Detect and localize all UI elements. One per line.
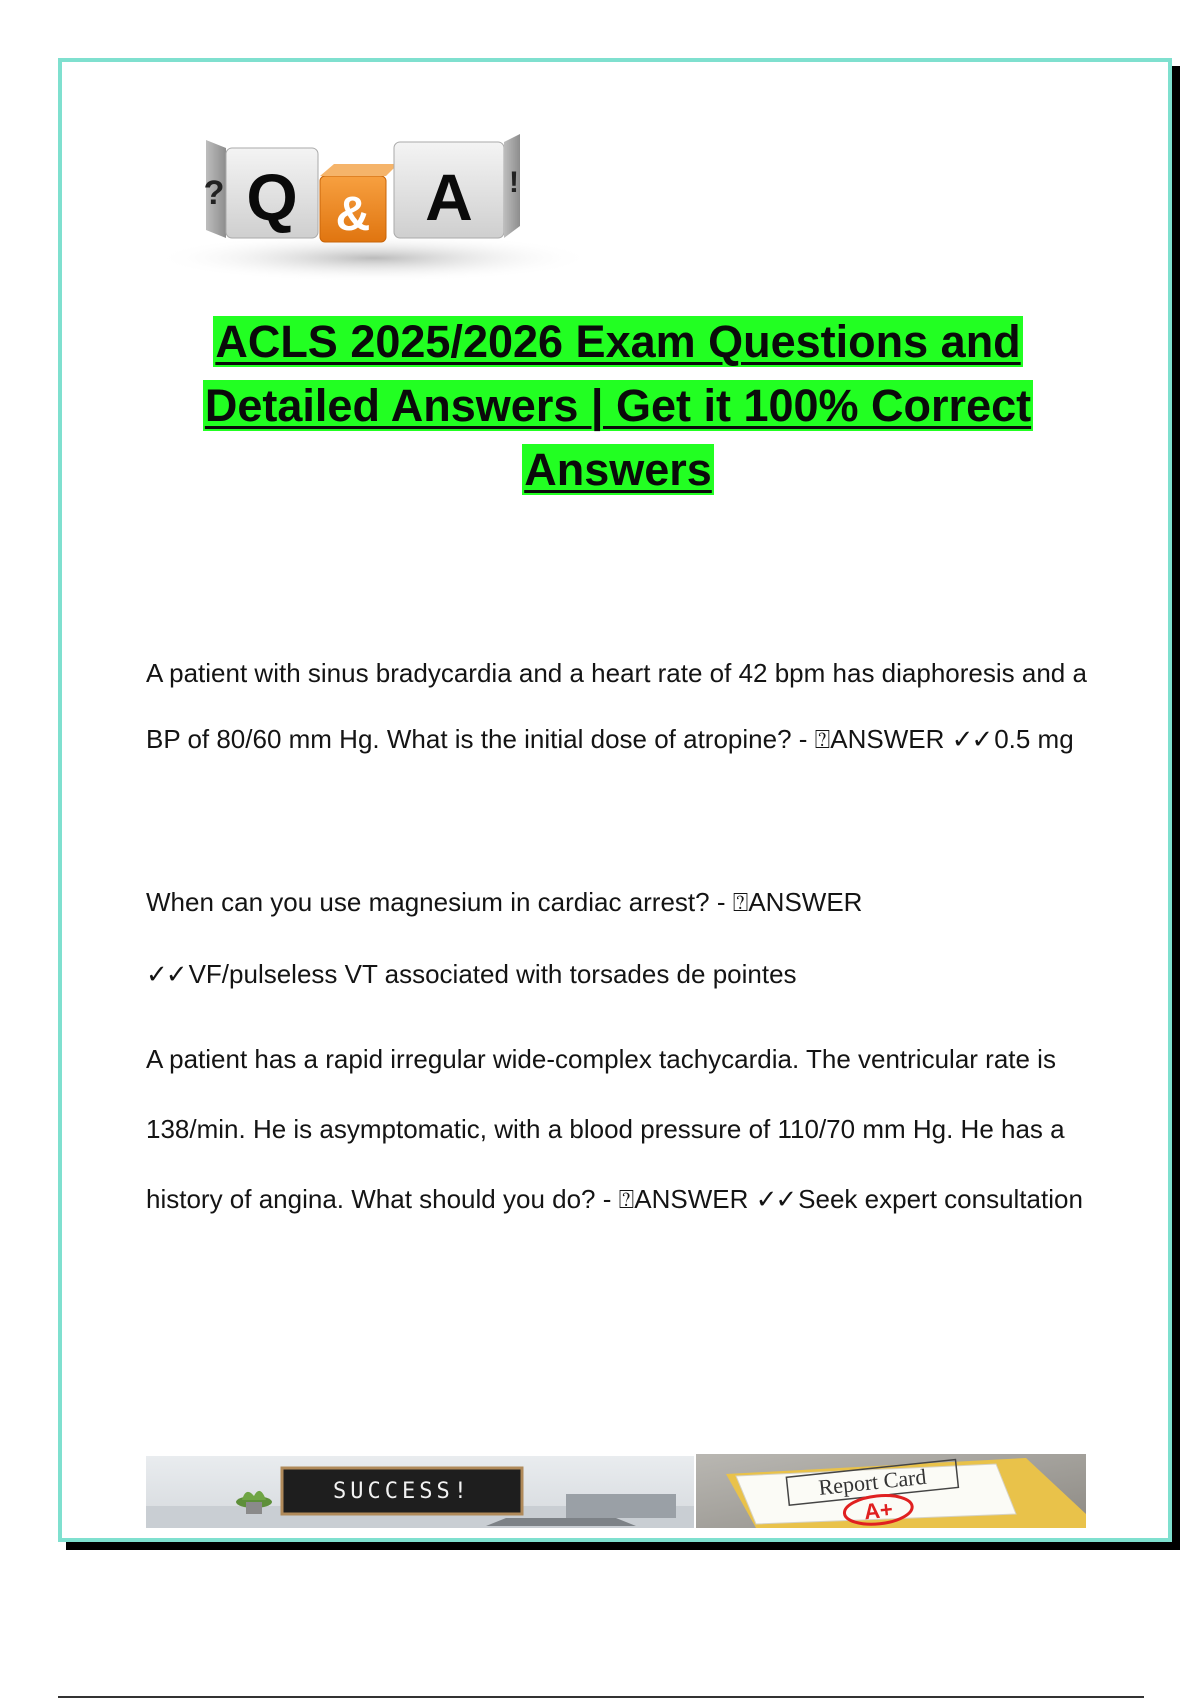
check-icon-1: ✓✓ xyxy=(951,724,992,754)
answer-1: 0.5 mg xyxy=(994,724,1074,754)
qa-dice-logo xyxy=(144,80,604,290)
grade-text: A+ xyxy=(862,1496,894,1525)
answer-2: VF/pulseless VT associated with torsades de pointes xyxy=(188,959,797,989)
answer-prefix-3: - ⍰ANSWER xyxy=(602,1184,749,1214)
logo-letter-q: Q xyxy=(246,160,298,234)
qa-item-3 xyxy=(146,1024,1106,1234)
answer-prefix-2: - ⍰ANSWER xyxy=(716,887,863,917)
success-banner-image xyxy=(146,1456,694,1528)
logo-question-mark: ? xyxy=(203,174,225,212)
a-cube xyxy=(394,134,520,238)
report-card-text: Report Card xyxy=(817,1463,928,1500)
answer-3: Seek expert consultation xyxy=(798,1184,1083,1214)
check-icon-3: ✓✓ xyxy=(755,1184,796,1214)
check-icon-2: ✓✓ xyxy=(146,959,186,989)
qa-item-1 xyxy=(146,640,1106,772)
success-text: SUCCESS! xyxy=(333,1479,471,1504)
logo-letter-a: A xyxy=(425,160,473,234)
document-title-text: ACLS 2025/2026 Exam Questions and Detailed Answers | Get it 100% Correct Answers xyxy=(204,316,1032,495)
document-title xyxy=(150,310,1086,502)
qa-item-2 xyxy=(146,866,1106,1010)
report-card-image xyxy=(696,1454,1086,1528)
page-bottom-rule xyxy=(58,1696,1144,1698)
question-1: A patient with sinus bradycardia and a heart rate of 42 bpm has diaphoresis and a BP of 80/60 mm Hg. What is the initial dose of atropine? xyxy=(146,658,1087,754)
answer-prefix-1: - ⍰ANSWER xyxy=(798,724,945,754)
q-cube xyxy=(204,140,318,238)
logo-exclamation: ! xyxy=(509,166,519,199)
question-2: When can you use magnesium in cardiac arrest? xyxy=(146,887,710,917)
logo-ampersand: & xyxy=(335,188,371,241)
question-3: A patient has a rapid irregular wide-complex tachycardia. The ventricular rate is 138/min. He is asymptomatic, with a blood pressure of 110/70 mm Hg. He has a history of angina. What should you do? xyxy=(146,1044,1065,1214)
amp-cube xyxy=(320,164,398,242)
